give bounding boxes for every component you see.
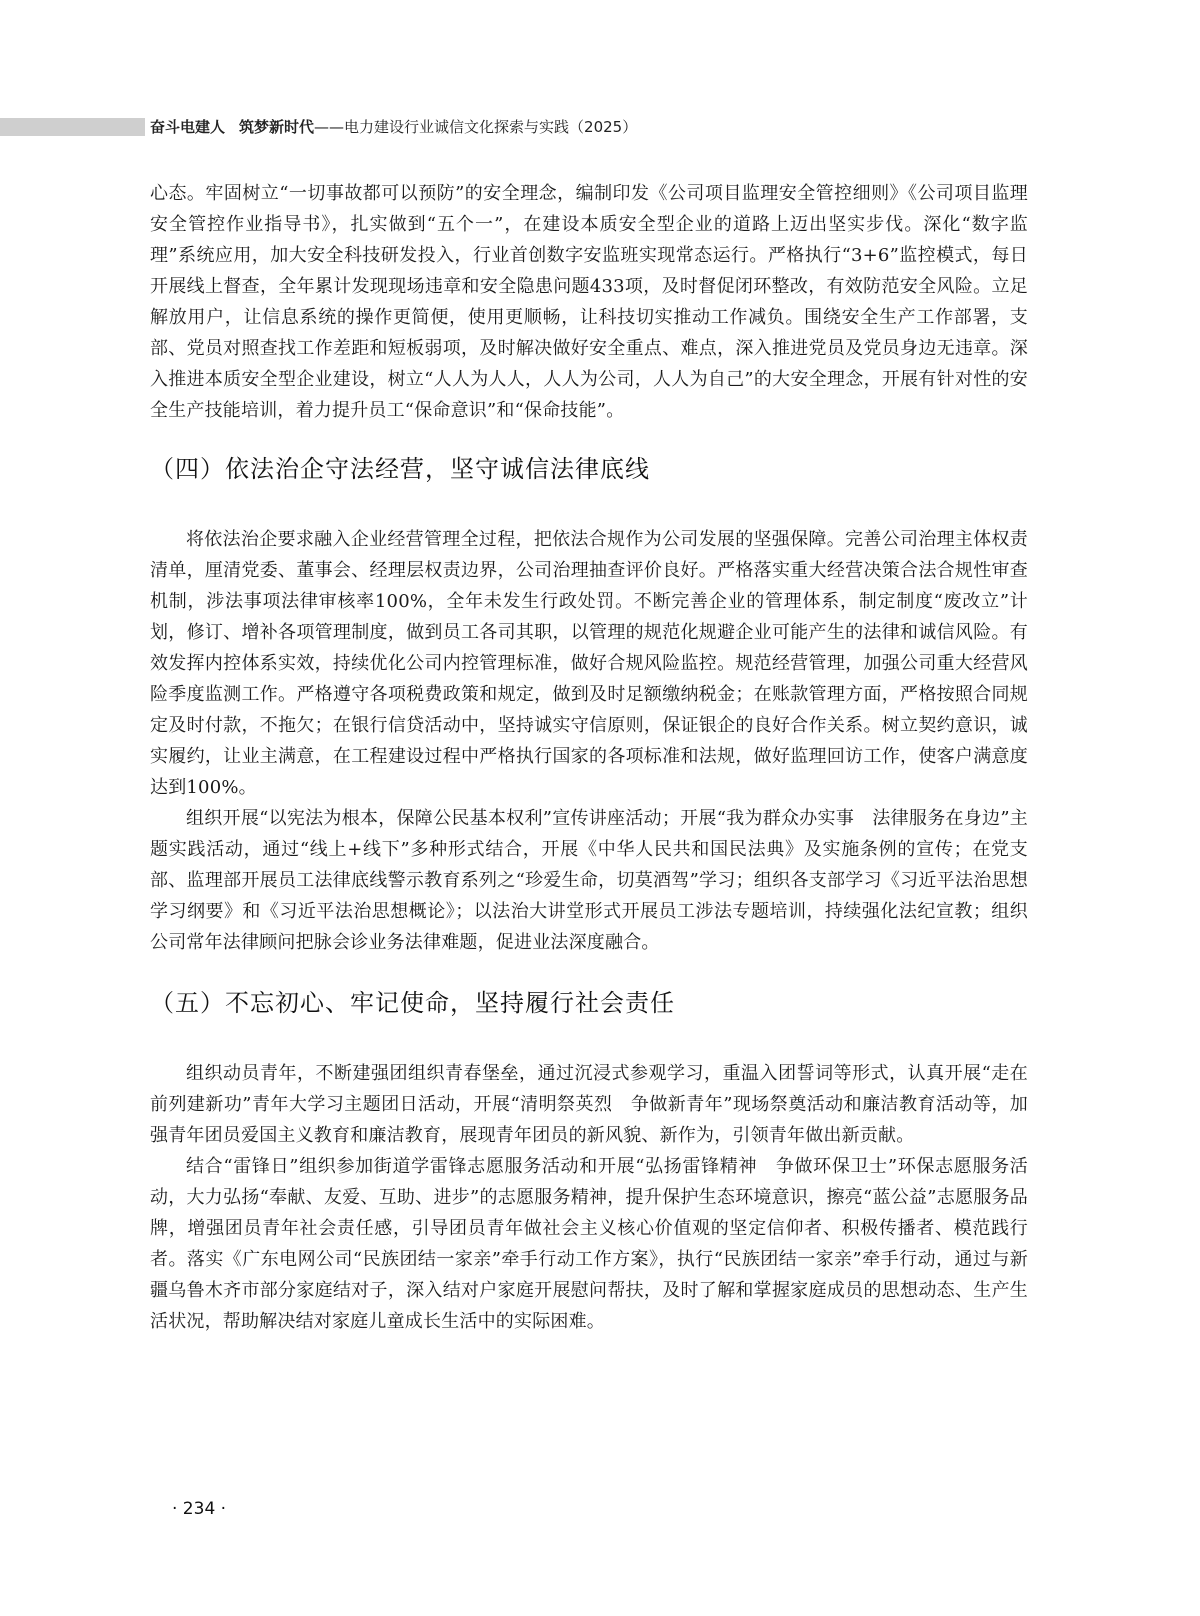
paragraph-social-1: 组织动员青年，不断建强团组织青春堡垒，通过沉浸式参观学习，重温入团誓词等形式，认真开展“走在前列建新功”青年大学习主题团日活动，开展“清明祭英烈 争做新青年”现场祭奠活动和廉洁教育活动等，加强青年团员爱国主义教育和廉洁教育，展现青年团员的新风貌、新作为，引领青年做出新贡献。	[150, 1063, 1028, 1146]
paragraph-continued: 心态。牢固树立“一切事故都可以预防”的安全理念，编制印发《公司项目监理安全管控细则》《公司项目监理安全管控作业指导书》，扎实做到“五个一”，在建设本质安全型企业的道路上迈出坚实步伐。深化“数字监理”系统应用，加大安全科技研发投入，行业首创数字安监班实现常态运行。严格执行“3+6”监控模式，每日开展线上督查，全年累计发现现场违章和安全隐患问题433项，及时督促闭环整改，有效防范安全风险。立足解放用户，让信息系统的操作更简便，使用更顺畅，让科技切实推动工作减负。围绕安全生产工作部署，支部、党员对照查找工作差距和短板弱项，及时解决做好安全重点、难点，深入推进党员及党员身边无违章。深入推进本质安全型企业建设，树立“人人为人人，人人为公司，人人为自己”的大安全理念，开展有针对性的安全生产技能培训，着力提升员工“保命意识”和“保命技能”。	[150, 183, 1028, 421]
page-number: · 234 ·	[172, 1499, 227, 1519]
section-heading-5: （五）不忘初心、牢记使命，坚持履行社会责任	[150, 989, 675, 1017]
paragraph-legal-1: 将依法治企要求融入企业经营管理全过程，把依法合规作为公司发展的坚强保障。完善公司治理主体权责清单，厘清党委、董事会、经理层权责边界，公司治理抽查评价良好。严格落实重大经营决策合法合规性审查机制，涉法事项法律审核率100%，全年未发生行政处罚。不断完善企业的管理体系，制定制度“废改立”计划，修订、增补各项管理制度，做到员工各司其职，以管理的规范化规避企业可能产生的法律和诚信风险。有效发挥内控体系实效，持续优化公司内控管理标准，做好合规风险监控。规范经营管理，加强公司重大经营风险季度监测工作。严格遵守各项税费政策和规定，做到及时足额缴纳税金；在账款管理方面，严格按照合同规定及时付款，不拖欠；在银行信贷活动中，坚持诚实守信原则，保证银企的良好合作关系。树立契约意识，诚实履约，让业主满意，在工程建设过程中严格执行国家的各项标准和法规，做好监理回访工作，使客户满意度达到100%。	[150, 529, 1028, 798]
header-decor-bar	[0, 118, 145, 136]
section-heading-4: （四）依法治企守法经营，坚守诚信法律底线	[150, 455, 650, 483]
paragraph-social-2: 结合“雷锋日”组织参加街道学雷锋志愿服务活动和开展“弘扬雷锋精神 争做环保卫士”环保志愿服务活动，大力弘扬“奉献、友爱、互助、进步”的志愿服务精神，提升保护生态环境意识，擦亮“蓝公益”志愿服务品牌，增强团员青年社会责任感，引导团员青年做社会主义核心价值观的坚定信仰者、积极传播者、模范践行者。落实《广东电网公司“民族团结一家亲”牵手行动工作方案》，执行“民族团结一家亲”牵手行动，通过与新疆乌鲁木齐市部分家庭结对子，深入结对户家庭开展慰问帮扶，及时了解和掌握家庭成员的思想动态、生产生活状况，帮助解决结对家庭儿童成长生活中的实际困难。	[150, 1156, 1028, 1332]
page-body	[150, 178, 1028, 1337]
header-title-part2: 筑梦新时代	[239, 118, 315, 136]
header-subtitle: ——电力建设行业诚信文化探索与实践（2025）	[314, 118, 638, 136]
header-title-part1: 奋斗电建人	[150, 118, 226, 136]
paragraph-legal-2: 组织开展“以宪法为根本，保障公民基本权利”宣传讲座活动；开展“我为群众办实事 法律服务在身边”主题实践活动，通过“线上+线下”多种形式结合，开展《中华人民共和国民法典》及实施条例的宣传；在党支部、监理部开展员工法律底线警示教育系列之“珍爱生命，切莫酒驾”学习；组织各支部学习《习近平法治思想学习纲要》和《习近平法治思想概论》；以法治大讲堂形式开展员工涉法专题培训，持续强化法纪宣教；组织公司常年法律顾问把脉会诊业务法律难题，促进业法深度融合。	[150, 808, 1028, 953]
running-header	[150, 116, 1050, 138]
